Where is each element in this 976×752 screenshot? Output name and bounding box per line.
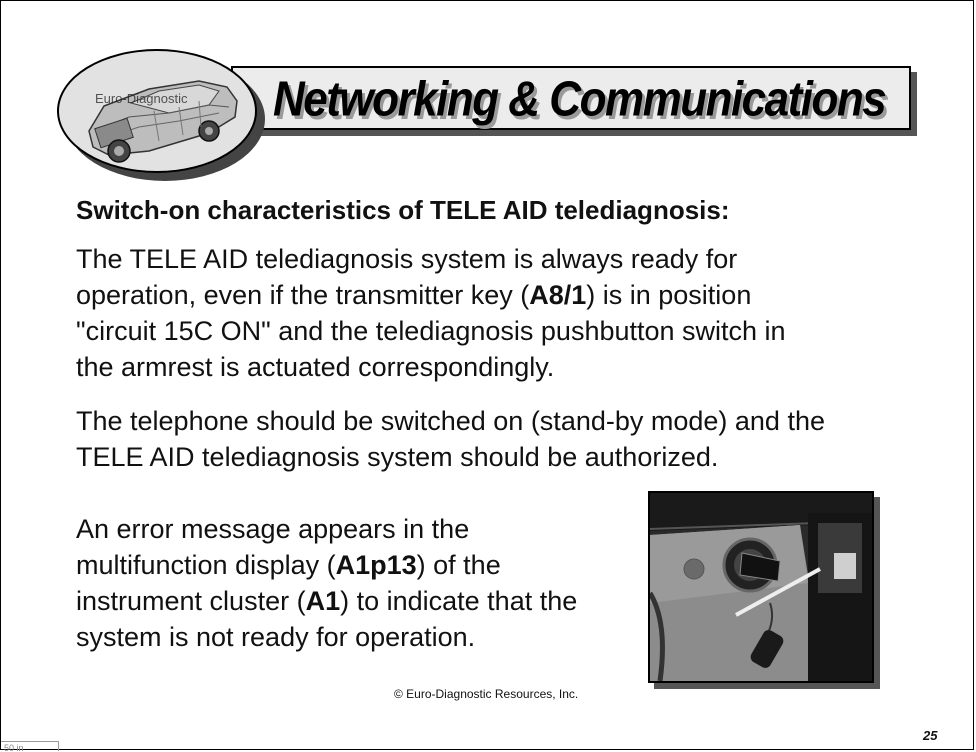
ignition-key-icon [650, 493, 872, 681]
paragraph-1-line-2 [76, 277, 786, 313]
text-span: operation, even if the transmitter key ( [76, 280, 530, 310]
paragraph-3-line-3 [76, 583, 577, 619]
component-code-a1: A1 [305, 586, 341, 616]
paragraph-2-line-1: The telephone should be switched on (stand-by mode) and the [76, 406, 825, 436]
paragraph-3-line-4: system is not ready for operation. [76, 622, 476, 652]
text-span: instrument cluster ( [76, 586, 306, 616]
text-span: ) of the [416, 550, 501, 580]
copyright-notice: © Euro-Diagnostic Resources, Inc. [394, 687, 579, 701]
page-number: 25 [923, 728, 938, 743]
paragraph-1-line-1: The TELE AID telediagnosis system is always ready for [76, 244, 738, 274]
title-banner [231, 66, 911, 130]
paragraph-1-line-4: the armrest is actuated correspondingly. [76, 352, 555, 382]
paragraph-3 [76, 511, 577, 655]
slide-title: Networking & Communications [273, 72, 886, 127]
paragraph-1-line-3: "circuit 15C ON" and the telediagnosis pushbutton switch in [76, 316, 786, 346]
paragraph-2 [76, 403, 825, 475]
component-code-a1p13: A1p13 [335, 550, 417, 580]
section-heading: Switch-on characteristics of TELE AID telediagnosis: [76, 195, 730, 225]
paragraph-1 [76, 241, 786, 385]
text-span: ) is in position [586, 280, 752, 310]
logo-watermark: Euro-Diagnostic [95, 91, 188, 106]
car-cutaway-icon [59, 51, 257, 173]
paragraph-3-line-2 [76, 547, 577, 583]
car-logo [57, 49, 257, 173]
corner-tab: 50 in [1, 741, 59, 751]
text-span: ) to indicate that the [340, 586, 578, 616]
ignition-key-photo [648, 491, 874, 683]
component-code-a8-1: A8/1 [529, 280, 587, 310]
text-span: multifunction display ( [76, 550, 336, 580]
paragraph-2-line-2: TELE AID telediagnosis system should be authorized. [76, 442, 719, 472]
paragraph-3-line-1: An error message appears in the [76, 514, 470, 544]
